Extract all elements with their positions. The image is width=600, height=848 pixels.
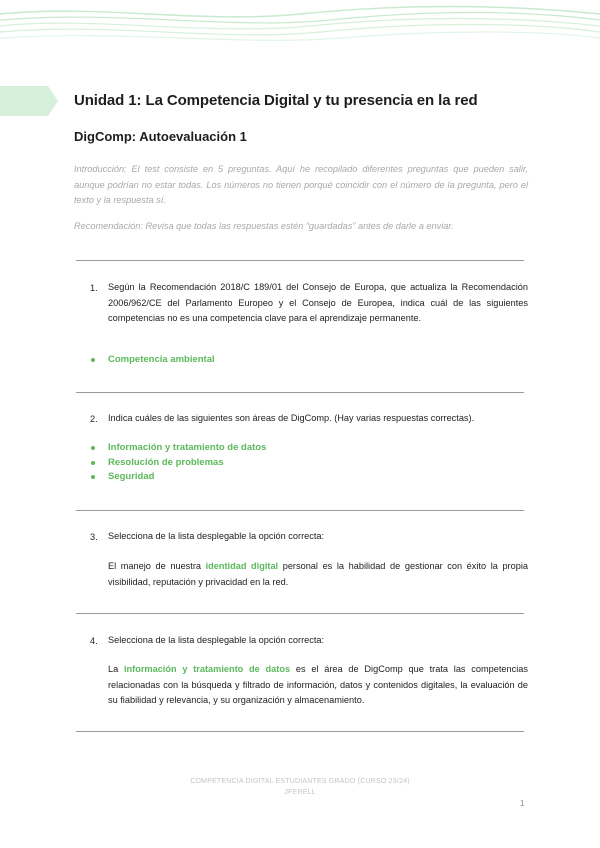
section-subtitle: DigComp: Autoevaluación 1 [74, 129, 247, 144]
bullet-icon [91, 446, 95, 450]
question-statement: La información y tratamiento de datos es el área de DigComp que trata las competencias relacionadas con la búsqueda y filtrado de información, datos y contenidos digitales, la evaluación de su fiabilidad y relevancia, y su organización y almacenamiento. [108, 664, 528, 705]
divider [76, 510, 524, 511]
bullet-icon [91, 358, 95, 362]
footer-course: COMPETENCIA DIGITAL ESTUDIANTES GRADO (CURSO 23/24) [190, 778, 410, 785]
bullet-icon [91, 475, 95, 479]
page-title: Unidad 1: La Competencia Digital y tu presencia en la red [74, 92, 478, 109]
answer-item: Seguridad [90, 470, 266, 485]
divider [76, 613, 524, 614]
question-text: Selecciona de la lista desplegable la opción correcta: [108, 531, 325, 541]
question-text: Selecciona de la lista desplegable la opción correcta: [108, 635, 325, 645]
question-text: Según la Recomendación 2018/C 189/01 del Consejo de Europa, que actualiza la Recomendación 2006/962/CE del Parlamento Europeo y el Consejo de Europea, indica cuál de las siguientes competencias no es una competencia clave para el aprendizaje permanente. [108, 282, 528, 323]
answer-list [90, 441, 266, 485]
question-number: 2. [90, 414, 98, 424]
title-tab-marker [0, 86, 58, 116]
question-text: Indica cuáles de las siguientes son áreas de DigComp. (Hay varias respuestas correctas). [108, 413, 475, 423]
page-footer [0, 776, 600, 798]
selected-answer: información y tratamiento de datos [124, 664, 291, 674]
divider [76, 731, 524, 732]
recommendation-text: Recomendación: Revisa que todas las respuestas estén “guardadas” antes de darle a enviar. [74, 221, 454, 231]
divider [76, 392, 524, 393]
selected-answer: identidad digital [205, 561, 279, 571]
answer-list [90, 353, 215, 368]
question-statement: El manejo de nuestra identidad digital personal es la habilidad de gestionar con éxito la propia visibilidad, reputación y privacidad en la red. [108, 561, 528, 587]
footer-author: JFERELL [284, 789, 316, 796]
answer-item: Competencia ambiental [90, 353, 215, 368]
answer-item: Resolución de problemas [90, 456, 266, 471]
question-number: 3. [90, 532, 98, 542]
bullet-icon [91, 461, 95, 465]
header-wave-decoration [0, 0, 600, 50]
divider [76, 260, 524, 261]
question-number: 1. [90, 283, 98, 293]
page-number: 1 [520, 799, 525, 808]
answer-item: Información y tratamiento de datos [90, 441, 266, 456]
intro-text: Introducción: El test consiste en 5 preguntas. Aquí he recopilado diferentes preguntas que pueden salir, aunque podrían no estar todas. Los números no tienen porqué coincidir con el número de la pregunta, pero el texto y la respuesta sí. [74, 164, 528, 205]
question-number: 4. [90, 636, 98, 646]
